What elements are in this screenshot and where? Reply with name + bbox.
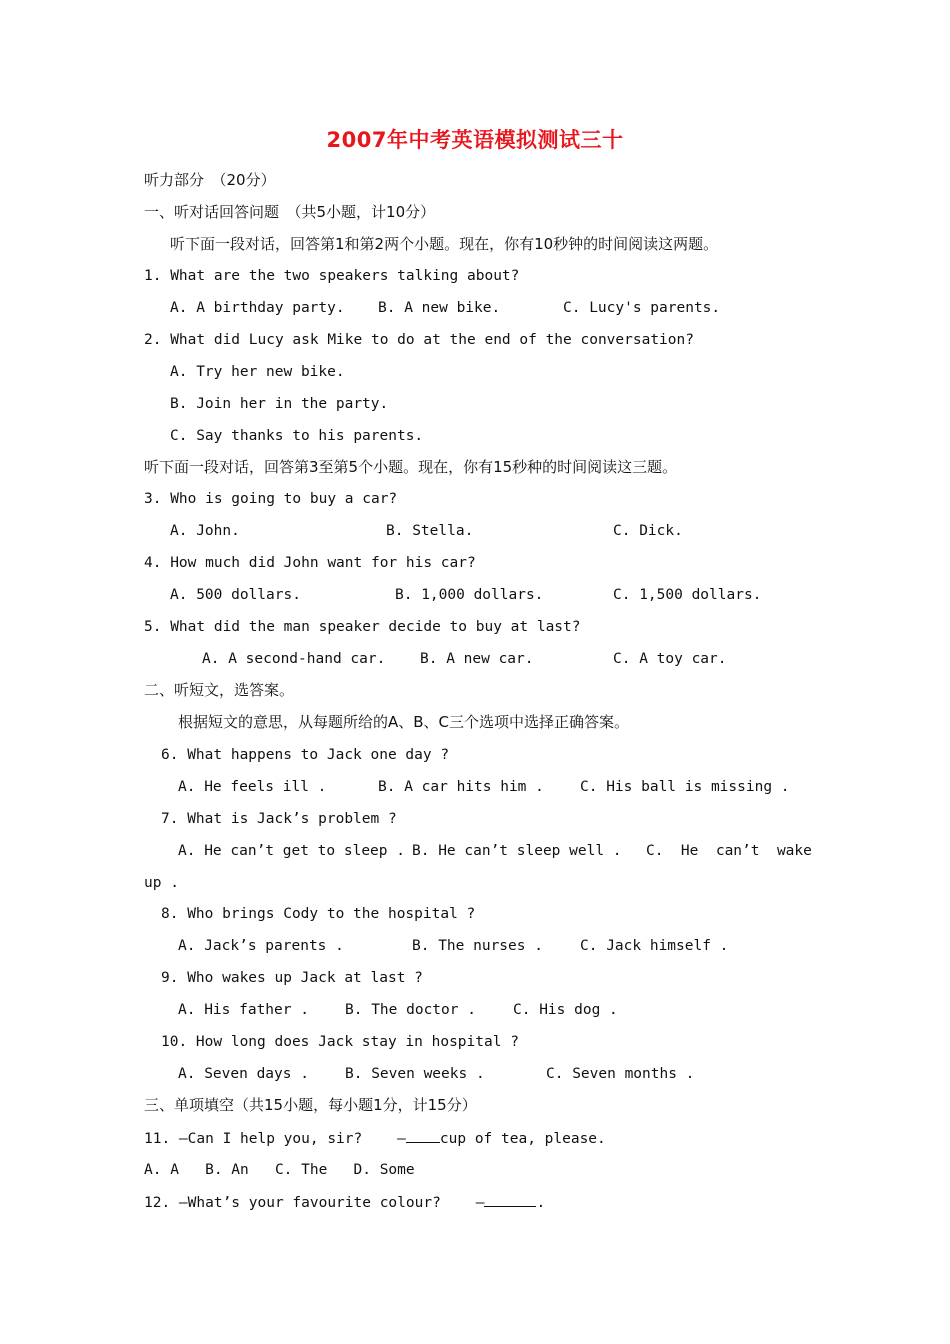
listening-header: 听力部分 （20分） [144,171,276,189]
question-5-stem: 5. What did the man speaker decide to buy at last? [144,619,581,635]
question-1-option-a: A. A birthday party. [170,300,345,316]
question-9-option-c: C. His dog . [513,1002,618,1018]
question-11-stem [144,1128,606,1149]
section1-instruction-b: 听下面一段对话，回答第3至第5个小题。现在，你有15秒种的时间阅读这三题。 [144,458,678,476]
question-6-stem: 6. What happens to Jack one day ? [161,747,450,763]
question-5-option-b: B. A new car. [420,651,534,667]
answer-blank [484,1192,536,1207]
question-6-option-c: C. His ball is missing . [580,779,790,795]
question-12-stem-before: 12. —What’s your favourite colour? — [144,1195,485,1211]
section2-heading: 二、听短文，选答案。 [144,681,295,699]
question-10-option-a: A. Seven days . [178,1066,309,1082]
question-3-option-a: A. John. [170,523,240,539]
question-2-option-a: A. Try her new bike. [170,364,345,380]
question-1-stem: 1. What are the two speakers talking about? [144,268,520,284]
question-8-stem: 8. Who brings Cody to the hospital ? [161,906,476,922]
question-7-option-c-continued: up . [144,875,179,891]
question-8-option-b: B. The nurses . [412,938,543,954]
question-6-option-b: B. A car hits him . [378,779,544,795]
question-4-option-b: B. 1,000 dollars. [395,587,544,603]
question-4-stem: 4. How much did John want for his car? [144,555,476,571]
question-3-stem: 3. Who is going to buy a car? [144,491,398,507]
question-6-option-a: A. He feels ill . [178,779,327,795]
question-3-option-b: B. Stella. [386,523,474,539]
question-5-option-a: A. A second-hand car. [202,651,386,667]
question-12-stem-after: . [536,1195,546,1211]
question-2-option-b: B. Join her in the party. [170,396,389,412]
section1-instruction-a: 听下面一段对话，回答第1和第2两个小题。现在，你有10秒钟的时间阅读这两题。 [170,235,719,253]
question-1-option-c: C. Lucy's parents. [563,300,721,316]
question-12-stem [144,1192,545,1213]
question-5-option-c: C. A toy car. [613,651,727,667]
section1-heading: 一、听对话回答问题 （共5小题，计10分） [144,203,436,221]
question-2-option-c: C. Say thanks to his parents. [170,428,424,444]
section2-instruction: 根据短文的意思，从每题所给的A、B、C三个选项中选择正确答案。 [178,713,630,731]
question-7-option-c: C. He can’t wake [646,843,812,859]
question-7-option-b: B. He can’t sleep well . [412,843,622,859]
question-3-option-c: C. Dick. [613,523,683,539]
question-10-stem: 10. How long does Jack stay in hospital ? [161,1034,519,1050]
question-1-option-b: B. A new bike. [378,300,501,316]
section3-heading: 三、单项填空（共15小题，每小题1分，计15分） [144,1096,477,1114]
question-10-option-b: B. Seven weeks . [345,1066,485,1082]
question-2-stem: 2. What did Lucy ask Mike to do at the end of the conversation? [144,332,694,348]
question-9-stem: 9. Who wakes up Jack at last ? [161,970,423,986]
question-4-option-c: C. 1,500 dollars. [613,587,762,603]
question-9-option-a: A. His father . [178,1002,309,1018]
question-10-option-c: C. Seven months . [546,1066,695,1082]
question-11-stem-after: cup of tea, please. [439,1131,606,1147]
question-8-option-c: C. Jack himself . [580,938,729,954]
question-11-options: A. A B. An C. The D. Some [144,1162,415,1178]
question-11-stem-before: 11. —Can I help you, sir? — [144,1131,406,1147]
question-9-option-b: B. The doctor . [345,1002,476,1018]
answer-blank [406,1128,440,1143]
question-8-option-a: A. Jack’s parents . [178,938,344,954]
question-7-option-a: A. He can’t get to sleep . [178,843,405,859]
question-7-stem: 7. What is Jack’s problem ? [161,811,397,827]
question-4-option-a: A. 500 dollars. [170,587,301,603]
page-title: 2007年中考英语模拟测试三十 [326,128,624,152]
